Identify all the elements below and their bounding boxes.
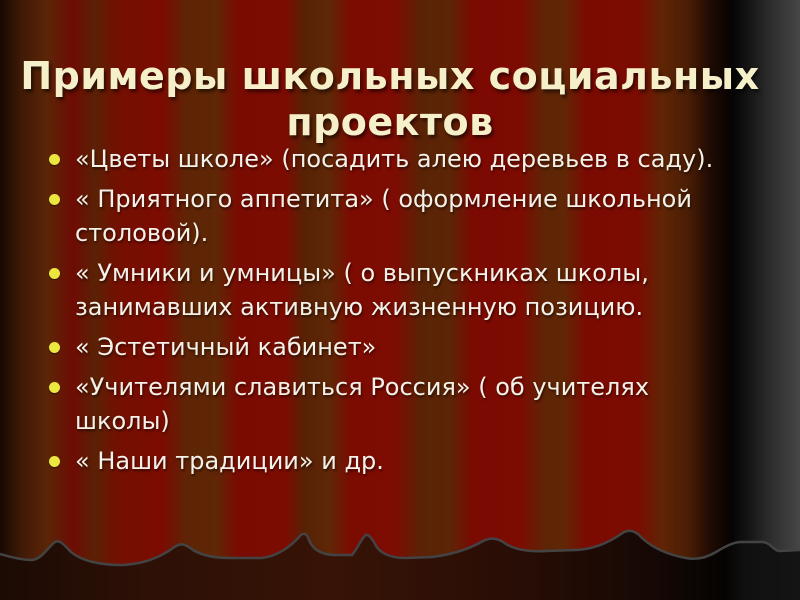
list-item: [40, 182, 740, 250]
list-item: [40, 444, 740, 478]
list-item: [40, 330, 740, 364]
bullet-text: «Цветы школе» (посадить алею деревьев в саду).: [75, 145, 714, 173]
bullet-text: « Приятного аппетита» ( оформление школьной столовой).: [75, 185, 692, 247]
bullet-list: [40, 142, 740, 484]
bullet-icon: [49, 456, 60, 467]
slide-title: [0, 53, 780, 145]
bullet-icon: [49, 194, 60, 205]
list-item: [40, 256, 740, 324]
slide-title-line-2: проектов: [286, 100, 494, 145]
bullet-icon: [49, 268, 60, 279]
bullet-icon: [49, 382, 60, 393]
bullet-icon: [49, 154, 60, 165]
bullet-text: « Эстетичный кабинет»: [75, 333, 377, 361]
list-item: [40, 370, 740, 438]
bullet-text: « Наши традиции» и др.: [75, 447, 384, 475]
curtain-hem-and-floor: [0, 480, 800, 600]
bullet-text: « Умники и умницы» ( о выпускниках школы, занимавших активную жизненную позицию.: [75, 259, 649, 321]
bullet-icon: [49, 342, 60, 353]
list-item: [40, 142, 740, 176]
bullet-text: «Учителями славиться Россия» ( об учителях школы): [75, 373, 650, 435]
slide-title-line-1: Примеры школьных социальных: [20, 54, 760, 99]
